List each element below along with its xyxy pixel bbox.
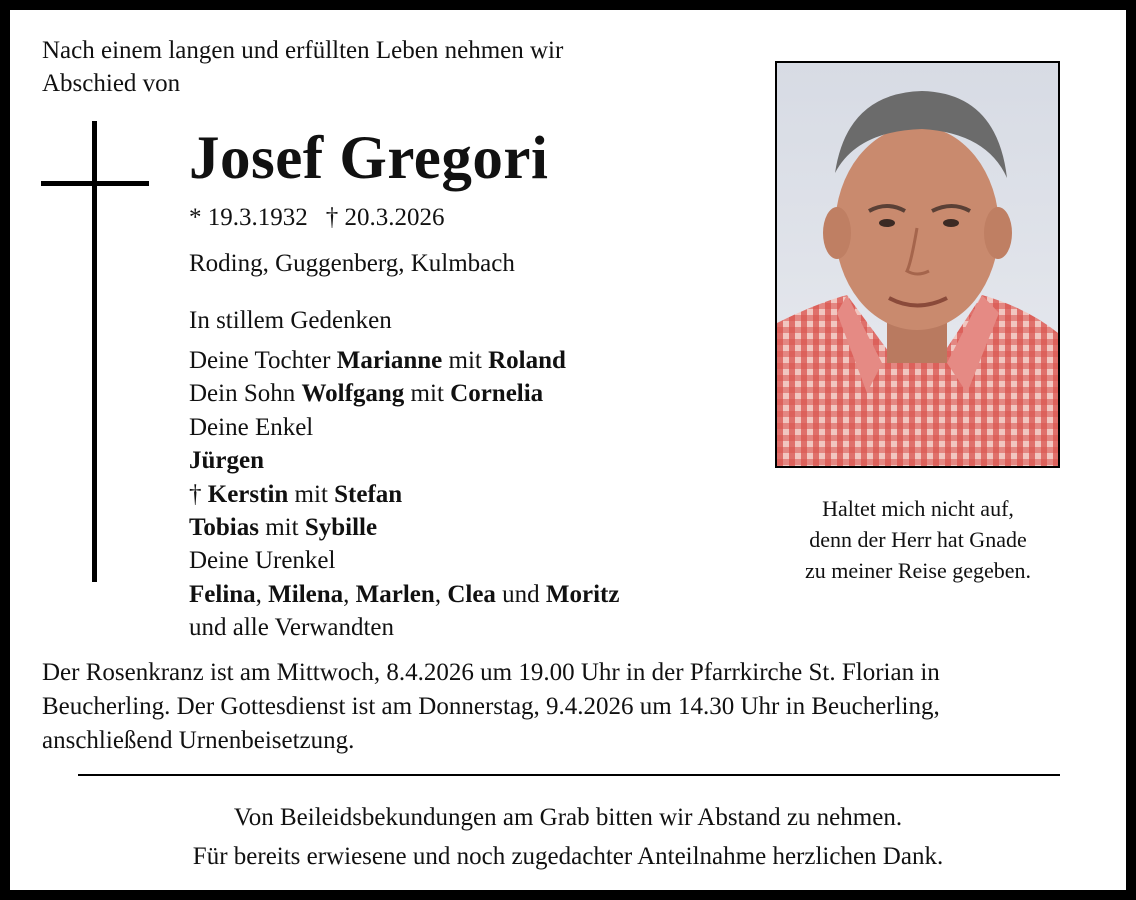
mourner-name: Sybille (304, 514, 378, 542)
service-line-3: anschließend Urnenbeisetzung. (42, 727, 355, 754)
mourner-line (189, 344, 619, 377)
service-line-1: Der Rosenkranz ist am Mittwoch, 8.4.2026 um 19.00 Uhr in der Pfarrkirche St. Florian in (42, 659, 940, 686)
service-info (42, 656, 940, 758)
mourner-name: Cornelia (450, 380, 544, 408)
connector-text: mit (258, 514, 305, 542)
death-date: † 20.3.2026 (325, 204, 445, 231)
mourner-name: Stefan (334, 480, 403, 508)
connector-text: mit (442, 347, 489, 374)
life-dates (189, 201, 445, 234)
connector-text: und (495, 580, 546, 608)
separator-text: , (255, 580, 269, 608)
verse-line-3: zu meiner Reise gegeben. (804, 558, 1031, 583)
connector-text: mit (404, 380, 451, 408)
mourner-line (189, 444, 619, 477)
deceased-name: Josef Gregori (189, 125, 549, 192)
portrait-photo (775, 61, 1060, 468)
verse-line-2: denn der Herr hat Gnade (809, 527, 1027, 552)
service-line-2: Beucherling. Der Gottesdienst ist am Donnerstag, 9.4.2026 um 14.30 Uhr in Beucherling, (42, 693, 940, 720)
footer-line-1: Von Beileidsbekundungen am Grab bitten wir Abstand zu nehmen. (233, 804, 903, 831)
mourner-line (189, 377, 619, 410)
mourner-name: Moritz (545, 580, 620, 608)
mourner-name: Marianne (336, 347, 443, 374)
birth-date: * 19.3.1932 (189, 204, 308, 231)
cross-horizontal-bar (41, 181, 149, 186)
mourner-line: und alle Verwandten (189, 614, 395, 642)
deceased-mark: † (189, 480, 208, 508)
verse (760, 493, 1076, 586)
cross-vertical-bar (92, 121, 97, 582)
mourner-name: Marlen (355, 580, 435, 608)
mourners-list (189, 344, 619, 645)
intro-text (42, 34, 563, 100)
divider (78, 774, 1060, 776)
portrait-illustration (777, 63, 1058, 466)
mourner-name: Milena (268, 580, 344, 608)
places: Roding, Guggenberg, Kulmbach (189, 250, 515, 277)
mourner-line: Deine Enkel (189, 413, 314, 441)
mourner-name: Clea (447, 580, 496, 608)
mourner-name: Tobias (189, 514, 259, 542)
mourner-name: Jürgen (189, 447, 264, 475)
mourner-name: Felina (189, 580, 256, 608)
relation-text: Deine Tochter (189, 347, 337, 374)
separator-text: , (434, 580, 448, 608)
mourner-line (189, 478, 619, 511)
verse-line-1: Haltet mich nicht auf, (822, 496, 1014, 521)
relation-text: Dein Sohn (189, 380, 302, 408)
mourner-line (189, 511, 619, 544)
intro-line-2: Abschied von (42, 70, 181, 97)
footer-line-2: Für bereits erwiesene und noch zugedachter Anteilnahme herzlichen Dank. (192, 843, 944, 870)
intro-line-1: Nach einem langen und erfüllten Leben nehmen wir (42, 37, 564, 64)
separator-text: , (343, 580, 356, 608)
mourner-line: Deine Urenkel (189, 547, 336, 575)
mourner-line (189, 578, 619, 611)
mourner-name: Roland (488, 347, 566, 374)
memory-heading: In stillem Gedenken (189, 307, 392, 334)
mourner-name: Kerstin (207, 480, 289, 508)
mourner-name: Wolfgang (301, 380, 405, 408)
connector-text: mit (288, 480, 335, 508)
